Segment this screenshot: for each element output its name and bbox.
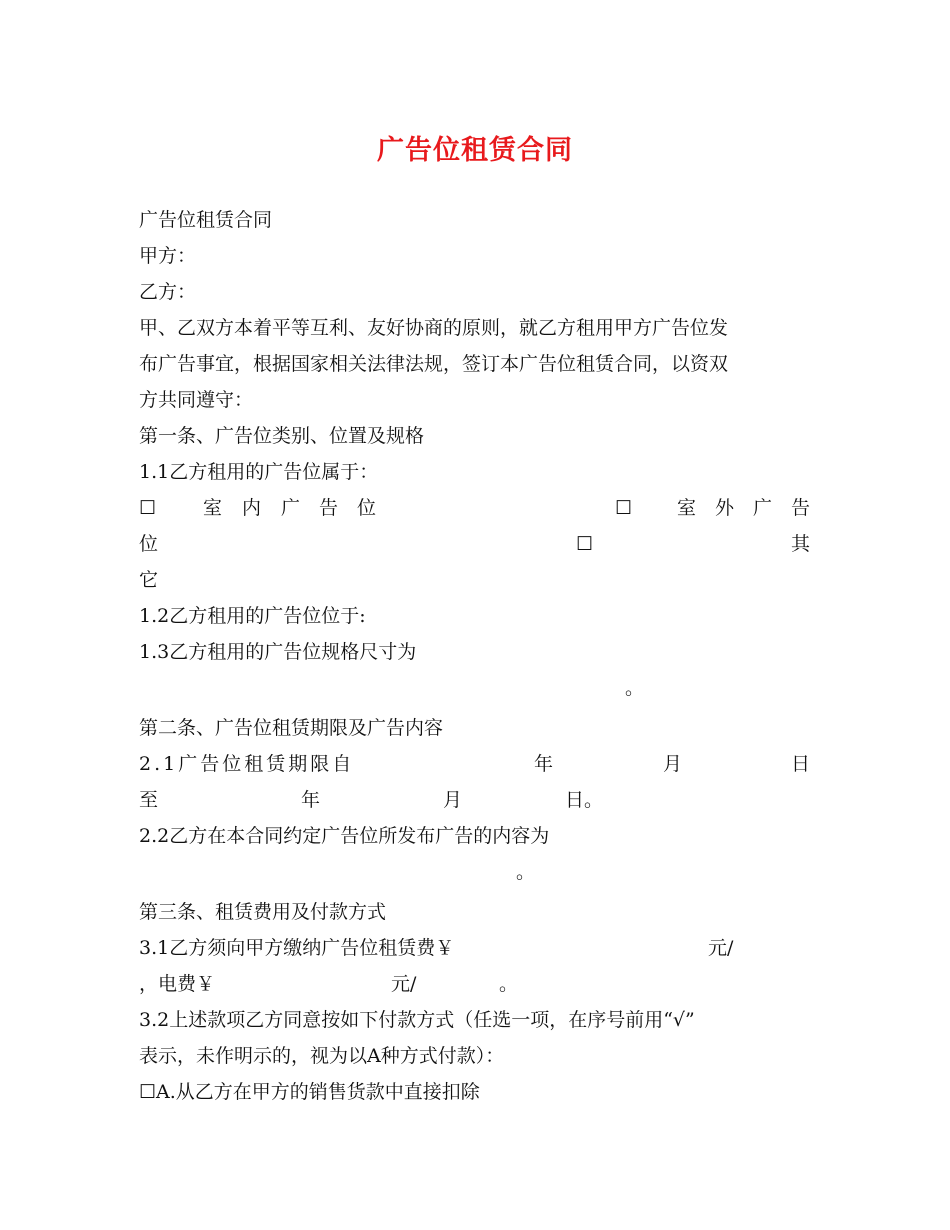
document-body — [139, 202, 811, 1110]
start-year-label: 年 — [534, 753, 554, 775]
intro-line-1: 甲、乙双方本着平等互利、友好协商的原则，就乙方租用甲方广告位发 — [139, 317, 729, 339]
ad-type-options-row — [139, 490, 811, 526]
outdoor-label-tail: 位 — [139, 533, 159, 555]
outdoor-checkbox[interactable]: ☐ — [615, 497, 633, 519]
clause-1-1: 1.1乙方租用的广告位属于： — [139, 461, 379, 483]
indoor-label-char: 位 — [357, 497, 377, 519]
intro-line-2: 布广告事宜，根据国家相关法律法规，签订本广告位租赁合同，以资双 — [139, 353, 729, 375]
electric-fee-end: 。 — [499, 973, 519, 995]
other-label-head: 其 — [791, 533, 811, 555]
party-b-line: 乙方： — [139, 281, 197, 303]
article-3-title: 第三条、租赁费用及付款方式 — [139, 901, 387, 923]
clause-2-1-prefix: 2.1广告位租赁期限自 — [139, 753, 355, 775]
electric-fee-prefix: ，电费￥ — [139, 973, 216, 995]
contract-subtitle: 广告位租赁合同 — [139, 209, 273, 231]
electric-fee-unit: 元/ — [391, 973, 417, 995]
rent-fee-prefix: 3.1乙方须向甲方缴纳广告位租赁费￥ — [139, 937, 455, 959]
indoor-checkbox[interactable]: ☐ — [139, 497, 157, 519]
clause-2-2: 2.2乙方在本合同约定广告位所发布广告的内容为 — [139, 825, 550, 847]
start-month-label: 月 — [663, 753, 683, 775]
clause-1-2: 1.2乙方租用的广告位位于: — [139, 605, 366, 627]
indoor-label-char: 室 — [203, 497, 223, 519]
other-label-tail: 它 — [139, 569, 159, 591]
clause-3-2-line-2: 表示，未作明示的，视为以A种方式付款）： — [139, 1045, 505, 1067]
outdoor-label-char: 外 — [715, 497, 735, 519]
intro-line-3: 方共同遵守： — [139, 389, 254, 411]
party-a-line: 甲方： — [139, 245, 197, 267]
article-1-title: 第一条、广告位类别、位置及规格 — [139, 425, 425, 447]
to-label: 至 — [139, 789, 159, 811]
outdoor-label-char: 室 — [677, 497, 697, 519]
outdoor-label-char: 广 — [753, 497, 773, 519]
article-2-title: 第二条、广告位租赁期限及广告内容 — [139, 717, 444, 739]
other-checkbox[interactable]: ☐ — [576, 533, 594, 555]
start-day-label: 日 — [791, 753, 811, 775]
end-day-label: 日。 — [565, 789, 604, 811]
end-month-label: 月 — [443, 789, 463, 811]
indoor-label-char: 告 — [319, 497, 339, 519]
clause-2-2-end-line — [139, 854, 811, 894]
ad-type-options-row-2 — [139, 526, 811, 562]
clause-2-1 — [139, 746, 811, 782]
clause-3-1 — [139, 930, 811, 966]
end-year-label: 年 — [301, 789, 321, 811]
indoor-label-char: 广 — [281, 497, 301, 519]
clause-1-3-end: 。 — [625, 677, 645, 699]
clause-2-1-end — [139, 782, 811, 818]
clause-2-2-end: 。 — [516, 861, 536, 883]
clause-1-3: 1.3乙方租用的广告位规格尺寸为 — [139, 641, 417, 663]
outdoor-label-char: 告 — [791, 497, 811, 519]
payment-option-a[interactable]: ☐A.从乙方在甲方的销售货款中直接扣除 — [139, 1081, 480, 1103]
rent-fee-unit: 元/ — [708, 937, 734, 959]
document-title: 广告位租赁合同 — [377, 135, 573, 166]
clause-1-3-end-line — [139, 670, 811, 710]
indoor-label-char: 内 — [242, 497, 262, 519]
clause-3-1-electric — [139, 966, 811, 1002]
clause-3-2-line-1: 3.2上述款项乙方同意按如下付款方式（任选一项，在序号前用“√” — [139, 1009, 695, 1031]
